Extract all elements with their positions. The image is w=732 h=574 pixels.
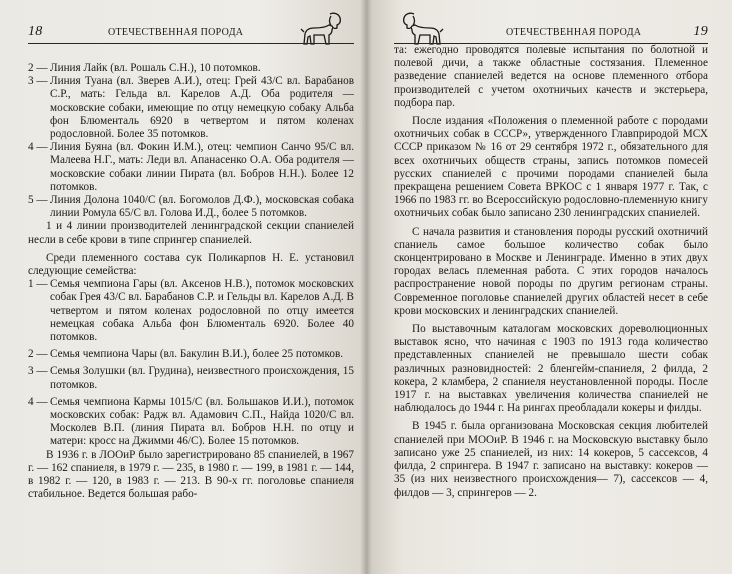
running-title: ОТЕЧЕСТВЕННАЯ ПОРОДА (108, 27, 244, 38)
list-item: 4 — Семья чемпиона Кармы 1015/С (вл. Большаков И.И.), потомок московских собак: Радж вл. Адамович С.П., Найда 1020/С вл. Москолев В.П. (линия Пирата вл. Бобров Н.Н. по отцу и матери: кросс на Джимми 46/С). Более 15 потомков. (28, 395, 354, 448)
paragraph: В 1936 г. в ЛООиР было зарегистрировано 85 спаниелей, в 1967 г. — 162 спаниеля, в 1979 г. — 235, в 1980 г. — 199, в 1981 г. — 144, в 1982 г. — 120, в 1983 г. — 213. В 90-х гг. поголовье спаниеля стабильное. Ведется большая рабо- (28, 448, 354, 501)
right-page-text (394, 44, 708, 500)
right-page (366, 0, 732, 574)
list-item: 5 — Линия Долона 1040/С (вл. Богомолов Д.Ф.), московская собака линии Ромула 65/С вл. Голова И.Д., более 5 потомков. (28, 194, 354, 220)
left-page-header (28, 22, 354, 48)
left-page-text (28, 62, 354, 502)
dog-silhouette-icon (300, 10, 344, 51)
paragraph: Среди племенного состава сук Поликарпов Н. Е. установил следующие семейства: (28, 251, 354, 278)
list-item: 2 — Линия Лайк (вл. Рошаль С.Н.), 10 потомков. (28, 62, 261, 74)
page-number: 18 (28, 24, 43, 39)
paragraph: После издания «Положения о племенной работе с породами охотничьих собак в СССР», утвержденного Главприродой МСХ СССР приказом № 16 от 29 сентября 1972 г., обязательного для всех охотничьих обществ страны, запись потомков помесей русских спаниелей с прочими породами спаниелей была прекращена решением Совета ВРКОС с 1 января 1977 г. Так, с 1966 по 1983 гг. во Всероссийскую родословно-племенную книгу охотничьих собак было записано 230 ленинградских спаниелей. (394, 115, 708, 220)
right-page-header (394, 22, 708, 48)
page-number: 19 (693, 24, 708, 39)
paragraph: В 1945 г. была организована Московская секция любителей спаниелей при МООиР. В 1946 г. на Московскую выставку было записано уже 25 спаниелей, из них: 14 кокеров, 5 сассексов, 4 филда, 2 спрингера. В 1947 г. записано на выставку: кокеров — 35 (из них неизвестного происхождения— 7), сассексов — 4, филдов — 3, спрингеров — 2. (394, 420, 708, 499)
list-item: 3 — Линия Туана (вл. Зверев А.И.), отец: Грей 43/С вл. Барабанов С.Р., мать: Гельда вл. Карелов А.Д. Оба родителя — московские собаки, имеющие по отцу немецкую собаку Альба фон Блюменталь 6920 в четвертом и пятом коленах родословной. Более 35 потомков. (28, 75, 354, 141)
header-rule (394, 43, 708, 44)
paragraph: С начала развития и становления породы русский охотничий спаниель самое большое количество собак было сконцентрировано в Москве и Ленинграде. Именно в этих двух городах велась племенная работа. С этих городов началось распространение новой породы по другим регионам страны. Современное поголовье спаниелей других областей несет в себе крови московских и ленинградских спаниелей. (394, 225, 708, 317)
book-gutter (360, 0, 372, 574)
list-item: 3 — Семья Золушки (вл. Грудина), неизвестного происхождения, 15 потомков. (28, 365, 354, 391)
paragraph: 1 и 4 линии производителей ленинградской секции спаниелей несли в себе крови в типе спрингер спаниелей. (28, 220, 354, 246)
list-item: 4 — Линия Буяна (вл. Фокин И.М.), отец: чемпион Санчо 95/С вл. Малеева Н.Г., мать: Леди вл. Апанасенко О.А. Оба родителя — московские собаки линии Пирата (вл. Бобров Н.Н.). Более 12 потомков. (28, 141, 354, 193)
list-item: 1 — Семья чемпиона Гары (вл. Аксенов Н.В.), потомок московских собак Грея 43/С вл. Барабанов С.Р. и Гельды вл. Карелов А.Д. В четвертом и пятом коленах родословной по отцу имеется немецкая собака Альба фон Блюменталь 6920. Более 40 потомков. (28, 278, 354, 344)
list-item: 2 — Семья чемпиона Чары (вл. Бакулин В.И.), более 25 потомков. (28, 348, 344, 361)
dog-silhouette-icon (400, 10, 444, 51)
paragraph: По выставочным каталогам московских дореволюционных выставок ясно, что начиная с 1903 по 1913 года количество представленных спаниелей не превышало шести собак различных разновидностей: 2 бленгейм-спаниеля, 2 филда, 2 кокера, 2 кламбера, 2 спаниеля неустановленной породы. После 1917 г. на выставках увеличения количества спаниелей не наблюдалось до 1944 г. На рингах преобладали кокеры и филды. (394, 323, 708, 415)
paragraph: та: ежегодно проводятся полевые испытания по болотной и полевой дичи, а также областные состязания. Племенное разведение спаниелей ведется на основе племенного отбора производителей с учетом охотничьих качеств и экстерьера, подбора пар. (394, 44, 708, 109)
running-title: ОТЕЧЕСТВЕННАЯ ПОРОДА (506, 27, 642, 38)
header-rule (28, 43, 354, 44)
